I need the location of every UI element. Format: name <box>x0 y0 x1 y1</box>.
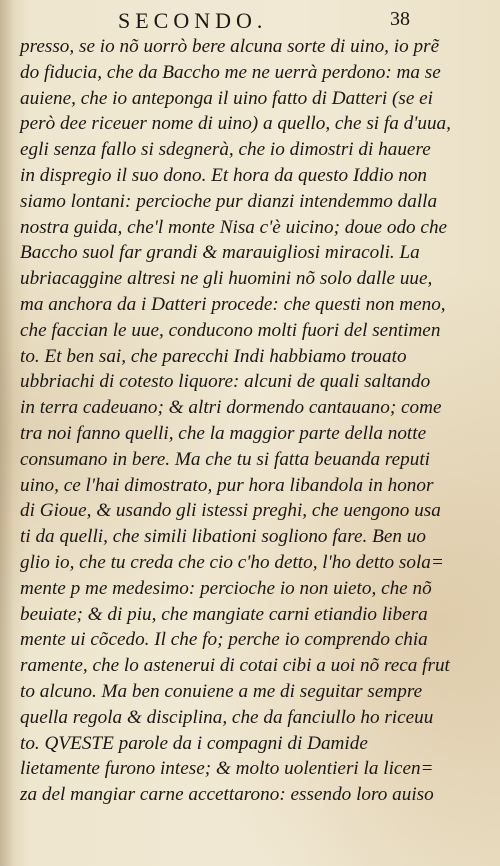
text-line: glio io, che tu creda che cio c'ho detto, l'ho detto sola= <box>20 551 444 573</box>
text-line: egli senza fallo si sdegnerà, che io dimostri di hauere <box>20 139 431 161</box>
text-line: siamo lontani: percioche pur dianzi intendemmo dalla <box>20 190 438 212</box>
text-line: lietamente furono intese; & molto uolentieri la licen= <box>20 758 434 780</box>
text-line: to alcuno. Ma ben conuiene a me di seguitar sempre <box>20 680 423 702</box>
text-line: uino, ce l'hai dimostrato, pur hora libandola in honor <box>20 474 434 496</box>
text-line: in dispregio il suo dono. Et hora da questo Iddio non <box>20 164 428 186</box>
text-line: mente ui cõcedo. Il che fo; perche io comprendo chia <box>20 629 428 651</box>
page-number: 38 <box>390 8 410 30</box>
text-line: tra noi fanno quelli, che la maggior parte della notte <box>20 422 427 444</box>
text-line: ubbriachi di cotesto liquore: alcuni de quali saltando <box>20 371 431 393</box>
text-line: in terra cadeuano; & altri dormendo cantauano; come <box>20 397 442 419</box>
text-line: to. Et ben sai, che parecchi Indi habbiamo trouato <box>20 345 407 367</box>
text-line: to. QVESTE parole da i compagni di Damide <box>20 732 368 754</box>
text-line: nostra guida, che'l monte Nisa c'è uicino; doue odo che <box>20 216 448 238</box>
body-text <box>20 34 482 808</box>
text-line: presso, se io nõ uorrò bere alcuna sorte di uino, io prẽ <box>20 36 440 57</box>
binding-shadow <box>0 0 14 866</box>
text-line: di Gioue, & usando gli istessi preghi, che uengono usa <box>20 500 441 522</box>
text-line: beuiate; & di piu, che mangiate carni etiandio libera <box>20 603 428 625</box>
running-head: SECONDO. <box>118 8 268 33</box>
text-line: ti da quelli, che simili libationi sogliono fare. Ben uo <box>20 526 426 548</box>
text-line: do fiducia, che da Baccho me ne uerrà perdono: ma se <box>20 61 441 83</box>
text-line: za del mangiar carne accettarono: essendo loro auiso <box>20 784 434 806</box>
text-line: ubriacaggine altresi ne gli huomini nõ solo dalle uue, <box>20 268 433 290</box>
text-line: ramente, che lo astenerui di cotai cibi a uoi nõ reca frut <box>20 655 450 677</box>
page-header <box>0 6 500 34</box>
text-line: che faccian le uue, conducono molti fuori del sentimen <box>20 319 441 341</box>
text-line: mente p me medesimo: percioche io non uieto, che nõ <box>20 577 432 599</box>
text-line: ma anchora da i Datteri procede: che questi non meno, <box>20 293 446 315</box>
text-line: auiene, che io anteponga il uino fatto di Datteri (se ei <box>20 87 433 109</box>
text-line: Baccho suol far grandi & marauigliosi miracoli. La <box>20 242 420 264</box>
text-line: quella regola & disciplina, che da fanciullo ho riceuu <box>20 706 434 728</box>
text-line: consumano in bere. Ma che tu si fatta beuanda reputi <box>20 448 430 470</box>
text-line: però dee riceuer nome di uino) a quello, che si fa d'uua, <box>20 113 451 135</box>
